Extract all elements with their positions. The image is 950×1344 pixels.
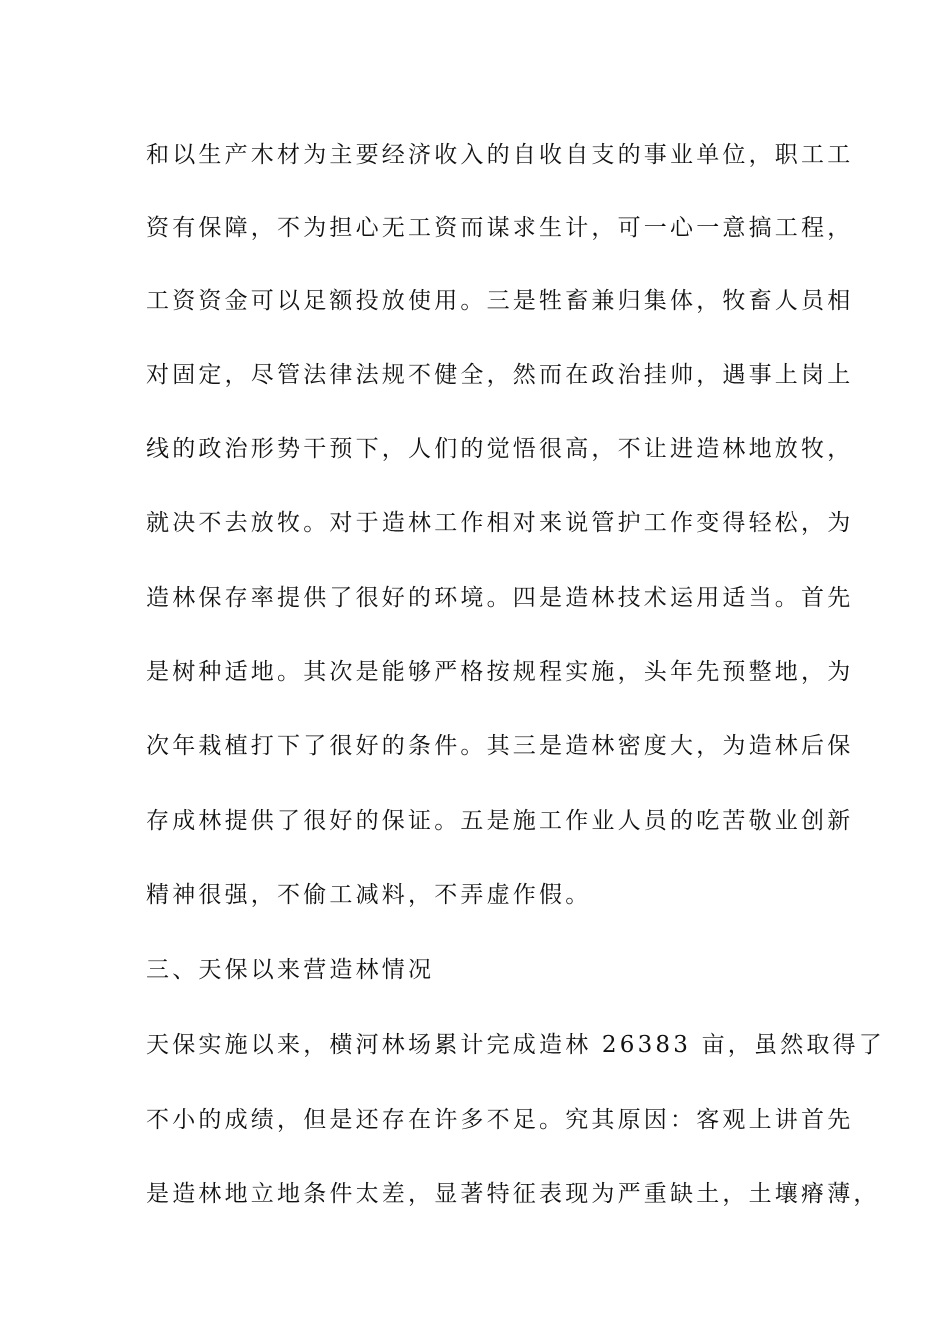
- text-line: 就决不去放牧。对于造林工作相对来说管护工作变得轻松，为: [146, 510, 854, 536]
- text-line: 对固定，尽管法律法规不健全，然而在政治挂帅，遇事上岗上: [146, 362, 854, 388]
- text-line: 精神很强，不偷工减料，不弄虚作假。: [146, 882, 592, 908]
- text-line: 不小的成绩，但是还存在许多不足。究其原因：客观上讲首先: [146, 1107, 854, 1133]
- text-line: 是树种适地。其次是能够严格按规程实施，头年先预整地，为: [146, 659, 854, 685]
- text-line: 线的政治形势干预下，人们的觉悟很高，不让进造林地放牧，: [146, 436, 854, 462]
- text-line: 存成林提供了很好的保证。五是施工作业人员的吃苦敬业创新: [146, 808, 854, 834]
- text-line: 次年栽植打下了很好的条件。其三是造林密度大，为造林后保: [146, 733, 854, 759]
- text-line: 工资资金可以足额投放使用。三是牲畜兼归集体，牧畜人员相: [146, 288, 854, 314]
- text-line: 是造林地立地条件太差，显著特征表现为严重缺土，土壤瘠薄，: [146, 1181, 880, 1207]
- text-line: 和以生产木材为主要经济收入的自收自支的事业单位，职工工: [146, 142, 854, 168]
- text-line: 造林保存率提供了很好的环境。四是造林技术运用适当。首先: [146, 585, 854, 611]
- section-heading: 三、天保以来营造林情况: [146, 957, 435, 983]
- text-line: 天保实施以来，横河林场累计完成造林 26383 亩，虽然取得了: [146, 1032, 885, 1058]
- text-line: 资有保障，不为担心无工资而谋求生计，可一心一意搞工程，: [146, 215, 854, 241]
